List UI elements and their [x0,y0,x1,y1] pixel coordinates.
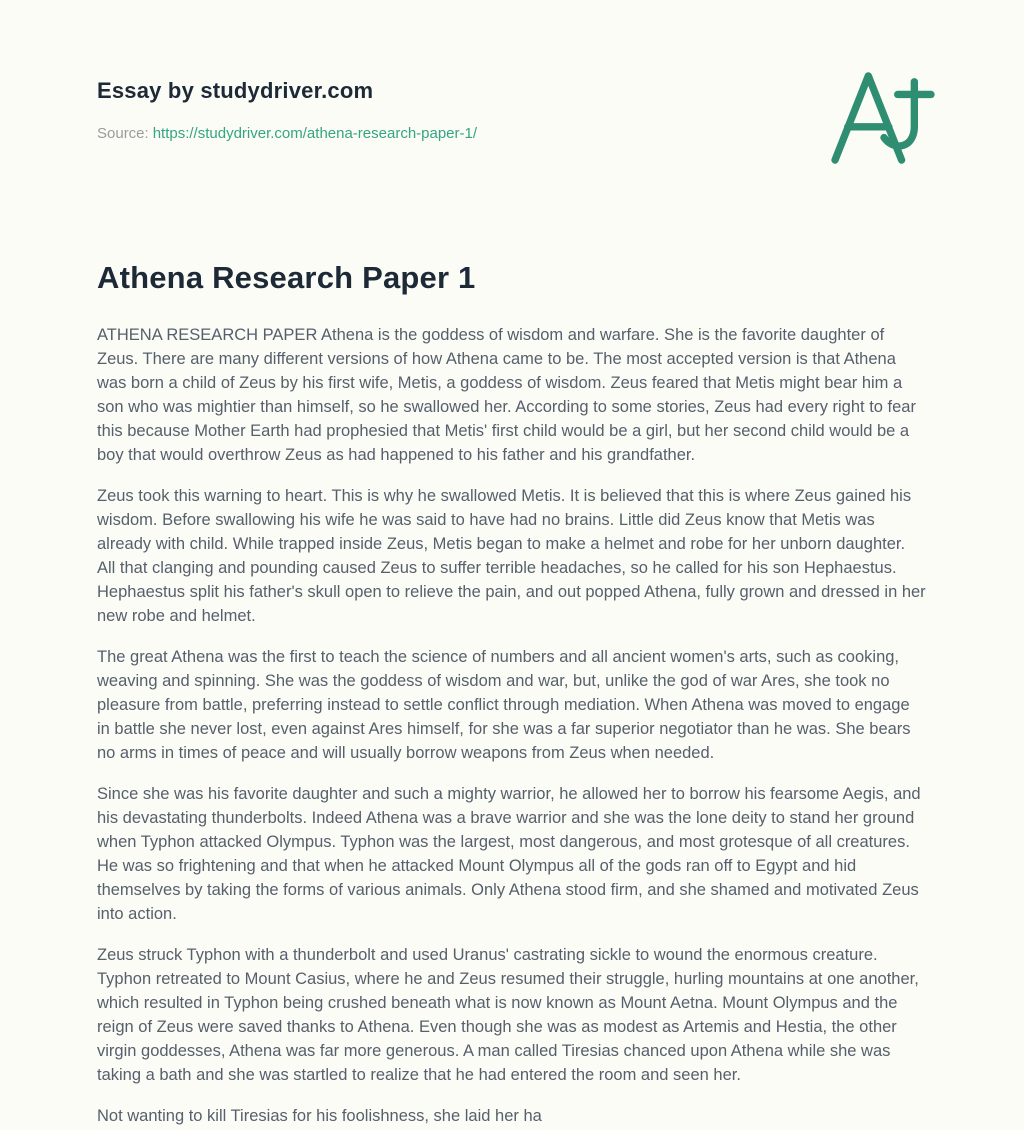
page-header [97,78,927,142]
studydriver-logo-icon [829,70,937,164]
essay-paragraph: Not wanting to kill Tiresias for his foolishness, she laid her ha [97,1107,542,1125]
essay-paragraph: Zeus took this warning to heart. This is why he swallowed Metis. It is believed that this is where Zeus gained his wisdom. Before swallowing his wife he was said to have had no brains. Little did Zeus know that Metis was already with child. While trapped inside Zeus, Metis began to make a helmet and robe for her unborn daughter. All that clanging and pounding caused Zeus to suffer terrible headaches, so he called for his son Hephaestus. Hephaestus split his father's skull open to relieve the pain, and out popped Athena, fully grown and dressed in her new robe and helmet. [97,487,926,625]
essay-paragraph: The great Athena was the first to teach the science of numbers and all ancient women's arts, such as cooking, weaving and spinning. She was the goddess of wisdom and war, but, unlike the god of war Ares, she took no pleasure from battle, preferring instead to settle conflict through mediation. When Athena was moved to engage in battle she never lost, even against Ares himself, for she was a far superior negotiator than he was. She bears no arms in times of peace and will usually borrow weapons from Zeus when needed. [97,648,911,762]
source-label: Source: [97,125,149,142]
byline: Essay by studydriver.com [97,78,374,103]
essay-paragraph: ATHENA RESEARCH PAPER Athena is the goddess of wisdom and warfare. She is the favorite daughter of Zeus. There are many different versions of how Athena came to be. The most accepted version is that Athena was born a child of Zeus by his first wife, Metis, a goddess of wisdom. Zeus feared that Metis might bear him a son who was mightier than himself, so he swallowed her. According to some stories, Zeus had every right to fear this because Mother Earth had prophesied that Metis' first child would be a girl, but her second child would be a boy that would overthrow Zeus as had happened to his father and his grandfather. [97,326,916,464]
essay-paragraph: Since she was his favorite daughter and such a mighty warrior, he allowed her to borrow his fearsome Aegis, and his devastating thunderbolts. Indeed Athena was a brave warrior and she was the lone deity to stand her ground when Typhon attacked Olympus. Typhon was the largest, most dangerous, and most grotesque of all creatures. He was so frightening and that when he attacked Mount Olympus all of the gods ran off to Egypt and hid themselves by taking the forms of various animals. Only Athena stood firm, and she shamed and motivated Zeus into action. [97,785,921,923]
page-title: Athena Research Paper 1 [97,260,476,295]
essay-paragraph: Zeus struck Typhon with a thunderbolt and used Uranus' castrating sickle to wound the enormous creature. Typhon retreated to Mount Casius, where he and Zeus resumed their struggle, hurling mountains at one another, which resulted in Typhon being crushed beneath what is now known as Mount Aetna. Mount Olympus and the reign of Zeus were saved thanks to Athena. Even though she was as modest as Artemis and Hestia, the other virgin goddesses, Athena was far more generous. A man called Tiresias chanced upon Athena while she was taking a bath and she was startled to realize that he had entered the room and seen her. [97,946,919,1084]
article-body [97,323,927,1128]
source-link[interactable]: https://studydriver.com/athena-research-paper-1/ [152,125,478,142]
studydriver-logo [829,70,937,164]
source-line [97,125,927,142]
